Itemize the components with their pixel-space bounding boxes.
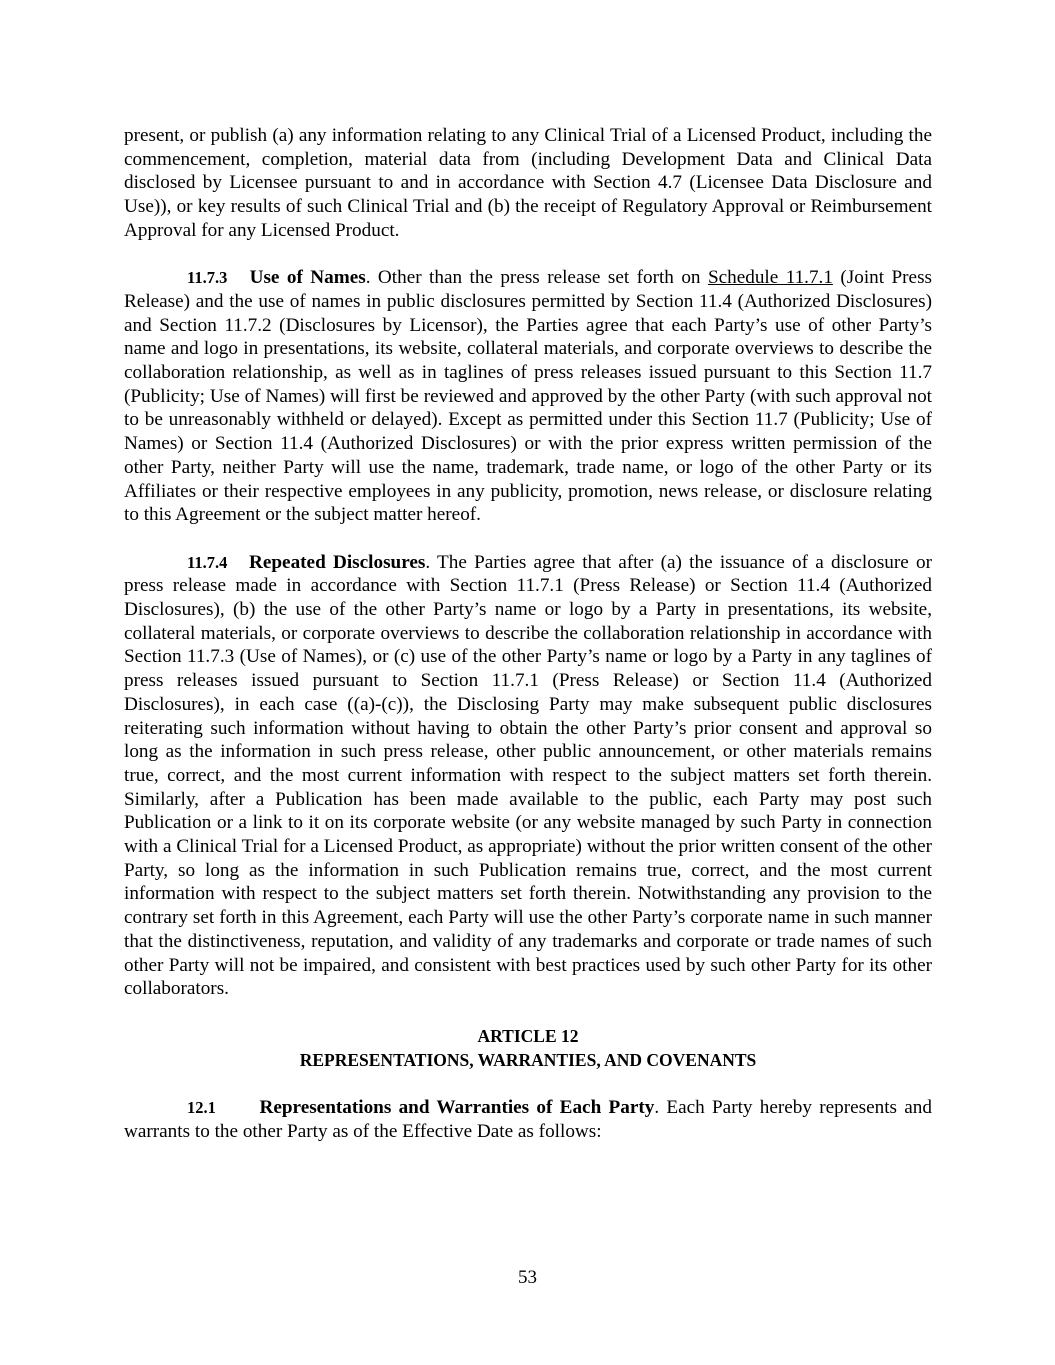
intro-paragraph: present, or publish (a) any information relating to any Clinical Trial of a Licensed Product, including the commencement, completion, material data from (including Development Data and Clinical Data disclosed by Licensee pursuant to and in accordance with Section 4.7 (Licensee Data Disclosure and Use)), or key results of such Clinical Trial and (b) the receipt of Regulatory Approval or Reimbursement Approval for any Licensed Product. xyxy=(124,125,932,241)
section-text: (Joint Press Release) and the use of names in public disclosures permitted by Section 11.4 (Authorized Disclosures) and Section 11.7.2 (Disclosures by Licensor), the Parties agree that each Party’s use of other Party’s name and logo in presentations, its website, collateral materials, and corporate overviews to describe the collaboration relationship, as well as in taglines of press releases issued pursuant to this Section 11.7 (Publicity; Use of Names) will first be reviewed and approved by the other Party (with such approval not to be unreasonably withheld or delayed). Except as permitted under this Section 11.7 (Publicity; Use of Names) or Section 11.4 (Authorized Disclosures) or with the prior express written permission of the other Party, neither Party will use the name, trademark, trade name, or logo of the other Party or its Affiliates or their respective employees in any publicity, promotion, news release, or disclosure relating to this Agreement or the subject matter hereof. xyxy=(124,267,933,526)
section-text: . Other than the press release set forth on xyxy=(365,267,708,289)
section-text: . The Parties agree that after (a) the issuance of a disclosure or press release made in accordance with Section 11.7.1 (Press Release) or Section 11.4 (Authorized Disclosures), (b) the use of the other Party’s name or logo by a Party in presentations, its website, collateral materials, or corporate overviews to describe the collaboration relationship in accordance with Section 11.7.3 (Use of Names), or (c) use of the other Party’s name or logo by a Party in any taglines of press releases issued pursuant to Section 11.7.1 (Press Release) or Section 11.4 (Authorized Disclosures), in each case ((a)-(c)), the Disclosing Party may make subsequent public disclosures reiterating such information without having to obtain the other Party’s prior consent and approval so long as the information in such press release, other public announcement, or other materials remains true, correct, and the most current information with respect to the subject matters set forth therein. Similarly, after a Publication has been made available to the public, each Party may post such Publication or a link to it on its corporate website (or any website managed by such Party in connection with a Clinical Trial for a Licensed Product, as appropriate) without the prior written consent of the other Party, so long as the information in such Publication remains true, correct, and the most current information with respect to the subject matters set forth therein. Notwithstanding any provision to the contrary set forth in this Agreement, each Party will use the other Party’s corporate name in such manner that the distinctiveness, reputation, and validity of any trademarks and corporate or trade names of such other Party will not be impaired, and consistent with best practices used by such other Party for its other collaborators. xyxy=(124,551,932,1000)
section-text: . Each Party hereby represents and warrants to the other Party as of the Effective Date as follows: xyxy=(124,1097,932,1142)
section-number: 12.1 xyxy=(187,1098,216,1118)
document-page xyxy=(124,124,932,1143)
section-12-1 xyxy=(124,1096,932,1143)
section-number: 11.7.3 xyxy=(187,268,228,288)
schedule-link[interactable]: Schedule 11.7.1 xyxy=(707,267,833,289)
section-title: Use of Names xyxy=(249,267,366,289)
page-number: 53 xyxy=(518,1267,537,1288)
section-title: Representations and Warranties of Each Party xyxy=(259,1097,655,1119)
section-title: Repeated Disclosures xyxy=(249,551,426,573)
article-heading xyxy=(124,1025,932,1072)
section-11-7-4 xyxy=(124,551,932,1001)
section-11-7-3 xyxy=(124,266,932,527)
article-title: REPRESENTATIONS, WARRANTIES, AND COVENANTS xyxy=(299,1049,757,1070)
article-number: ARTICLE 12 xyxy=(477,1025,579,1046)
section-number: 11.7.4 xyxy=(187,552,228,572)
